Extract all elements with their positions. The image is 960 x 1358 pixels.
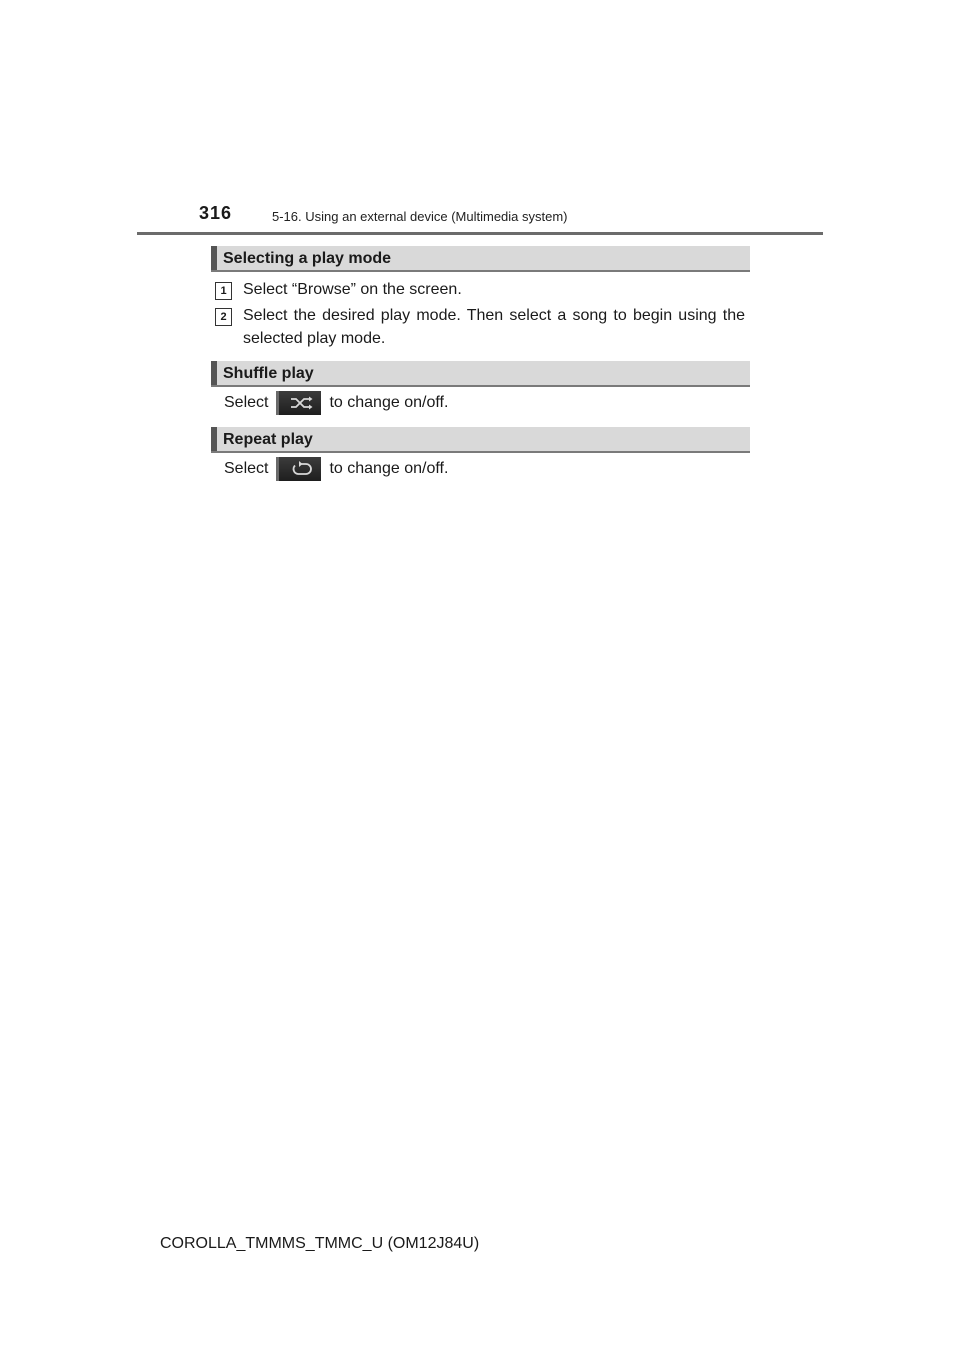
repeat-button-image [276,457,321,481]
step-1-text: Select “Browse” on the screen. [243,281,462,298]
shuffle-instruction [224,391,448,415]
heading-label: Repeat play [223,431,313,448]
heading-label: Shuffle play [223,365,314,382]
shuffle-icon [290,395,314,411]
shuffle-button-image [276,391,321,415]
repeat-icon [290,461,314,477]
heading-selecting-play-mode [211,246,750,272]
step-number-2: 2 [215,308,232,326]
footer-doc-code: COROLLA_TMMMS_TMMC_U (OM12J84U) [160,1235,480,1252]
shuffle-action-text: to change on/off. [329,394,449,411]
header-rule [137,232,823,235]
heading-repeat-play [211,427,750,453]
repeat-action-text: to change on/off. [329,460,449,477]
heading-label: Selecting a play mode [223,250,392,267]
step-number-1: 1 [215,282,232,300]
select-word: Select [224,460,269,477]
select-word: Select [224,394,269,411]
section-title: 5-16. Using an external device (Multimedia system) [272,209,568,224]
step-2-text: Select the desired play mode. Then select a song to begin using the selected play mode. [243,307,745,347]
heading-shuffle-play [211,361,750,387]
repeat-instruction [224,457,448,481]
page-number: 316 [199,203,233,223]
